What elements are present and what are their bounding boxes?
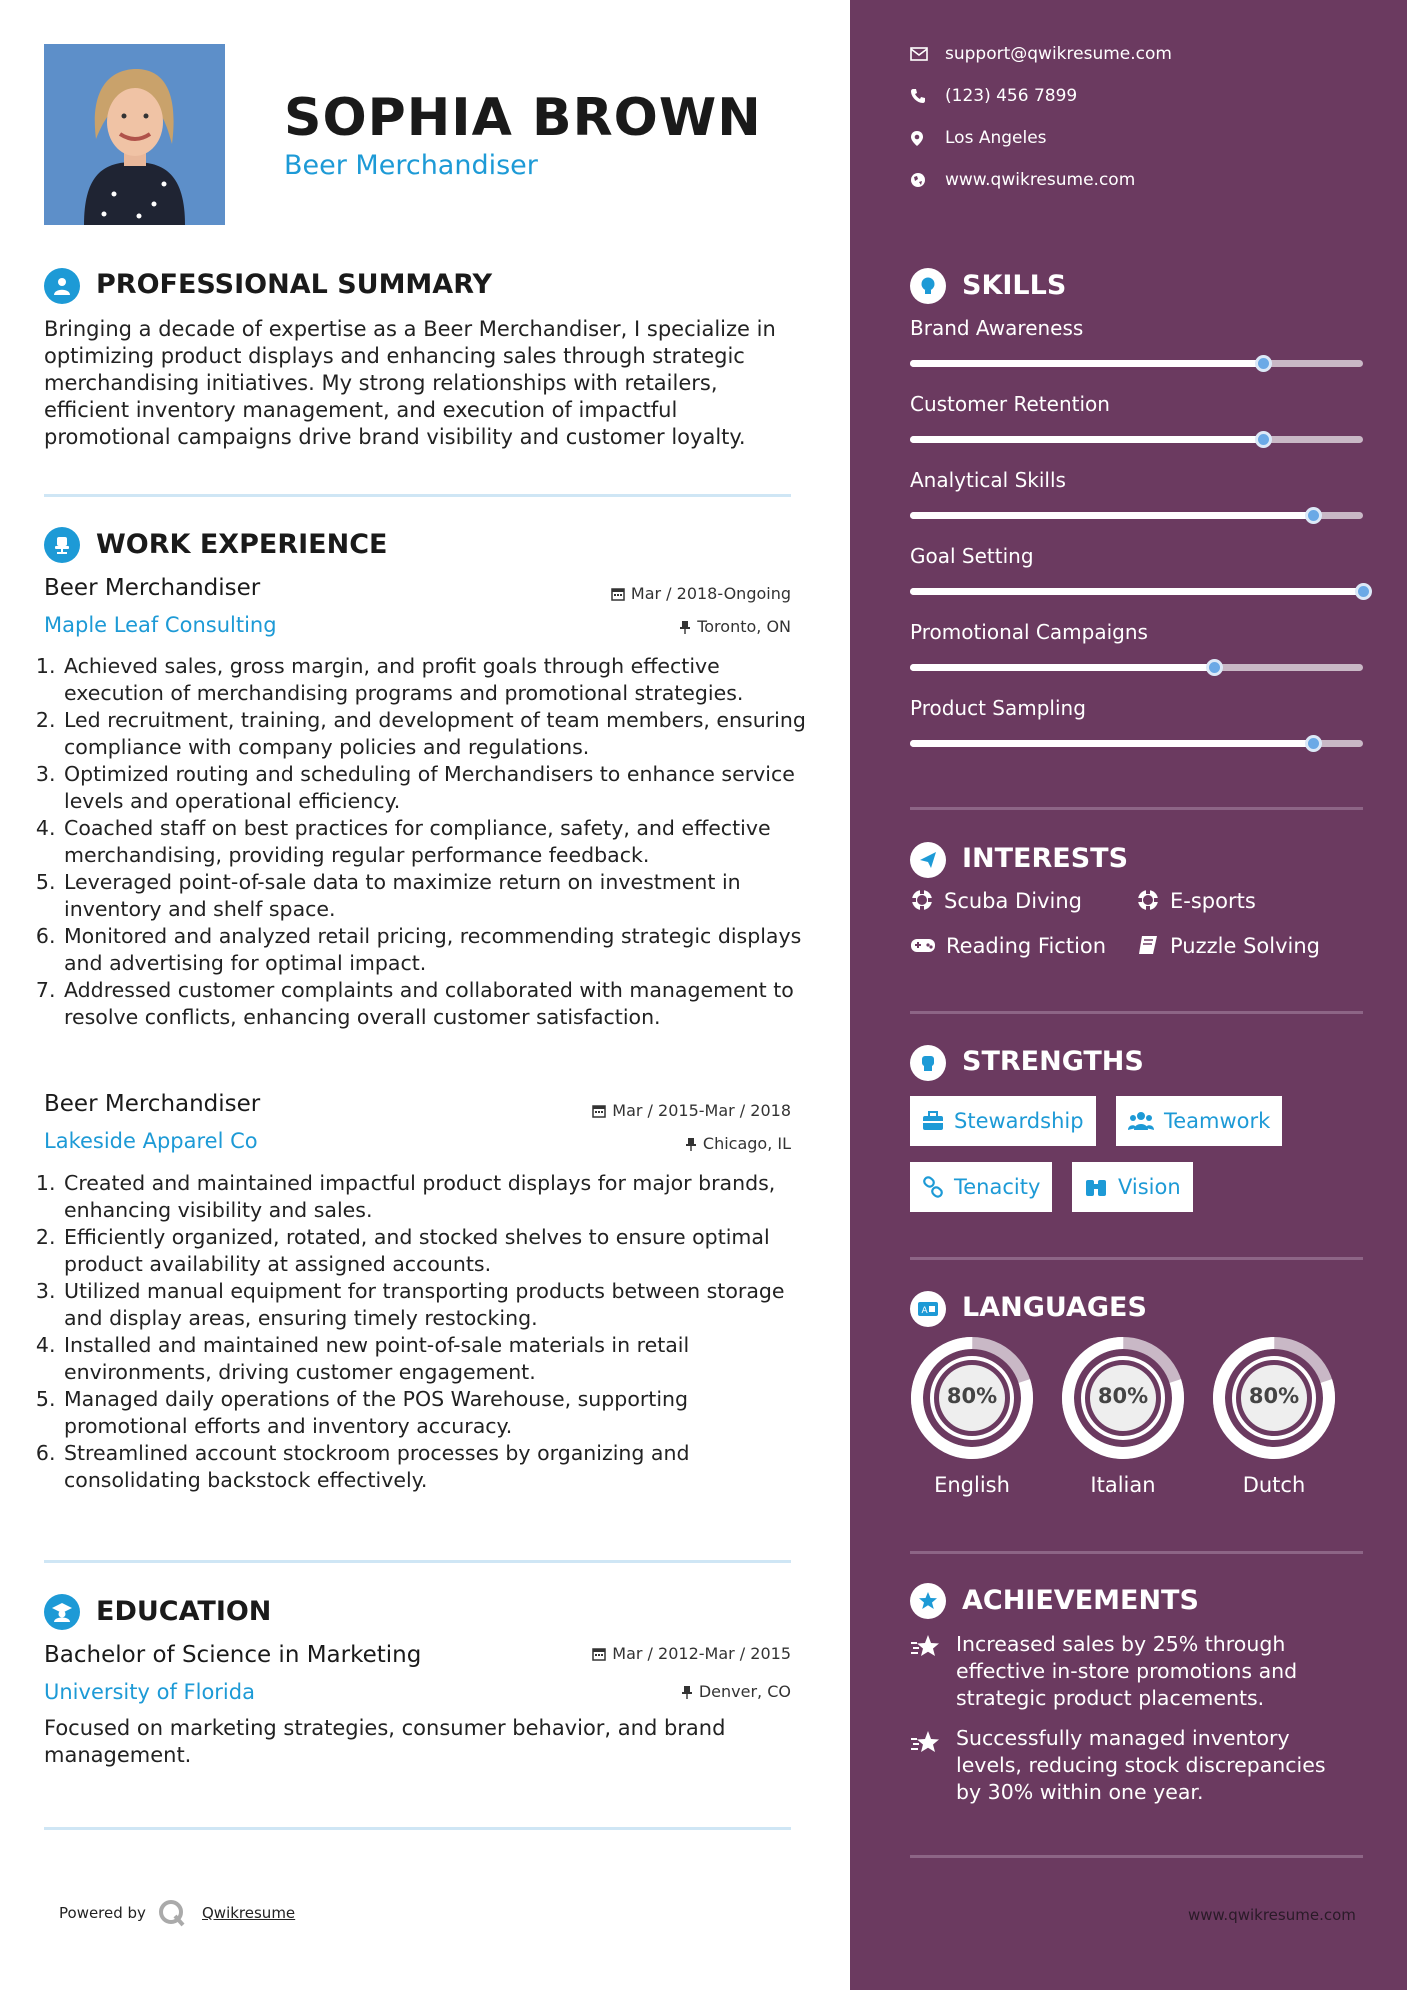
achievement-item: Increased sales by 25% through effective in-store promotions and strategic product placements. bbox=[956, 1632, 1298, 1710]
education-description: Focused on marketing strategies, consumer behavior, and brand management. bbox=[44, 1716, 726, 1767]
experience-title: WORK EXPERIENCE bbox=[96, 529, 388, 560]
skill-name: Customer Retention bbox=[910, 392, 1110, 416]
job-location: Toronto, ON bbox=[679, 617, 791, 636]
language-name: Dutch bbox=[1242, 1473, 1306, 1497]
education-dates: Mar / 2012-Mar / 2015 bbox=[592, 1644, 791, 1663]
section-divider bbox=[44, 1827, 791, 1830]
list-item: 1. Created and maintained impactful product displays for major brands, enhancing visibility and sales. bbox=[62, 1170, 807, 1224]
skill-bar-fill bbox=[910, 512, 1313, 519]
job-title: Beer Merchandiser bbox=[44, 575, 261, 601]
skill-bar-fill bbox=[910, 360, 1263, 367]
language-percent: 80% bbox=[1248, 1384, 1300, 1408]
skill-bar-fill bbox=[910, 740, 1313, 747]
education-title: EDUCATION bbox=[96, 1596, 272, 1627]
candidate-name: SOPHIA BROWN bbox=[284, 88, 762, 148]
gamepad-icon bbox=[910, 933, 936, 957]
job-title: Beer Merchandiser bbox=[44, 1091, 261, 1117]
calendar-icon bbox=[592, 1647, 606, 1661]
interest-item: Scuba Diving bbox=[910, 888, 1082, 913]
contact-website[interactable]: www.qwikresume.com bbox=[910, 170, 1210, 194]
degree-name: Bachelor of Science in Marketing bbox=[44, 1642, 422, 1668]
pin-icon bbox=[681, 1685, 693, 1699]
list-item: 3. Utilized manual equipment for transporting products between storage and display areas, ensuring timely restocking. bbox=[62, 1278, 807, 1332]
lightbulb-icon bbox=[910, 268, 946, 304]
skill-name: Promotional Campaigns bbox=[910, 620, 1148, 644]
section-divider bbox=[910, 807, 1363, 810]
link-icon bbox=[922, 1176, 944, 1198]
list-item: 5. Managed daily operations of the POS Warehouse, supporting promotional efforts and inventory accuracy. bbox=[62, 1386, 807, 1440]
skill-name: Product Sampling bbox=[910, 696, 1086, 720]
language-percent: 80% bbox=[946, 1384, 998, 1408]
company-name: Maple Leaf Consulting bbox=[44, 613, 277, 637]
pin-icon bbox=[685, 1137, 697, 1151]
skill-bar bbox=[910, 360, 1363, 367]
interest-item: E-sports bbox=[1136, 888, 1256, 913]
calendar-icon bbox=[611, 587, 625, 601]
profile-photo bbox=[44, 44, 225, 225]
skill-level-handle bbox=[1355, 583, 1372, 600]
pin-icon bbox=[679, 620, 691, 634]
interest-item: Reading Fiction bbox=[910, 933, 1106, 958]
trophy-star-icon bbox=[910, 1633, 942, 1665]
summary-text: Bringing a decade of expertise as a Beer Merchandiser, I specialize in optimizing product displays and enhancing sales through strategic merchandising initiatives. My strong relationships with retailers, efficient inventory management, and execution of impactful promotional campaigns drive brand visibility and customer loyalty. bbox=[44, 317, 776, 449]
list-item: 7. Addressed customer complaints and collaborated with management to resolve conflicts, enhancing overall customer satisfaction. bbox=[62, 977, 807, 1031]
skill-bar-fill bbox=[910, 436, 1263, 443]
achievements-title: ACHIEVEMENTS bbox=[962, 1585, 1199, 1616]
language-name: English bbox=[934, 1473, 1010, 1497]
lifebuoy-icon bbox=[1136, 888, 1160, 912]
lifebuoy-icon bbox=[910, 888, 934, 912]
chair-icon bbox=[44, 527, 80, 563]
contact-email[interactable]: support@qwikresume.com bbox=[910, 44, 1210, 68]
section-divider bbox=[44, 494, 791, 497]
skill-name: Brand Awareness bbox=[910, 316, 1084, 340]
section-divider bbox=[44, 1560, 791, 1563]
phone-icon bbox=[910, 88, 926, 104]
strength-tag: Stewardship bbox=[910, 1096, 1096, 1146]
qwikresume-logo-icon bbox=[157, 1898, 187, 1932]
languages-title: LANGUAGES bbox=[962, 1292, 1147, 1323]
trophy-star-icon bbox=[910, 1729, 942, 1761]
job-location: Chicago, IL bbox=[685, 1134, 791, 1153]
language-ring bbox=[1212, 1336, 1336, 1460]
school-name: University of Florida bbox=[44, 1680, 255, 1704]
language-ring bbox=[1061, 1336, 1185, 1460]
contact-location: Los Angeles bbox=[910, 128, 1210, 152]
envelope-icon bbox=[910, 46, 928, 62]
avatar bbox=[44, 44, 225, 225]
strengths-title: STRENGTHS bbox=[962, 1046, 1144, 1077]
skill-bar bbox=[910, 664, 1363, 671]
skill-bar bbox=[910, 740, 1363, 747]
skill-bar bbox=[910, 512, 1363, 519]
language-percent: 80% bbox=[1097, 1384, 1149, 1408]
fist-icon bbox=[910, 1045, 946, 1081]
list-item: 4. Coached staff on best practices for compliance, safety, and effective merchandising, providing regular performance feedback. bbox=[62, 815, 807, 869]
skill-bar-fill bbox=[910, 588, 1363, 595]
binoculars-icon bbox=[1084, 1177, 1108, 1197]
job-bullets bbox=[44, 653, 807, 1031]
qwikresume-link[interactable]: Qwikresume bbox=[202, 1904, 296, 1922]
section-divider bbox=[910, 1855, 1363, 1858]
section-divider bbox=[910, 1551, 1363, 1554]
paper-plane-icon bbox=[910, 842, 946, 878]
job-dates: Mar / 2015-Mar / 2018 bbox=[592, 1101, 791, 1120]
achievement-item: Successfully managed inventory levels, reducing stock discrepancies by 30% within one year. bbox=[956, 1726, 1326, 1804]
interests-title: INTERESTS bbox=[962, 843, 1129, 874]
education-location: Denver, CO bbox=[681, 1682, 791, 1701]
list-item: 1. Achieved sales, gross margin, and profit goals through effective execution of merchandising programs and promotional strategies. bbox=[62, 653, 807, 707]
skill-bar bbox=[910, 436, 1363, 443]
skills-title: SKILLS bbox=[962, 270, 1067, 301]
list-item: 3. Optimized routing and scheduling of Merchandisers to enhance service levels and operational efficiency. bbox=[62, 761, 807, 815]
strength-tag: Tenacity bbox=[910, 1162, 1052, 1212]
star-badge-icon bbox=[910, 1583, 946, 1619]
globe-icon bbox=[910, 172, 926, 188]
skill-name: Goal Setting bbox=[910, 544, 1034, 568]
list-item: 4. Installed and maintained new point-of-sale materials in retail environments, driving customer engagement. bbox=[62, 1332, 807, 1386]
skill-level-handle bbox=[1206, 659, 1223, 676]
book-icon bbox=[1136, 933, 1160, 957]
list-item: 6. Streamlined account stockroom processes by organizing and consolidating backstock effectively. bbox=[62, 1440, 807, 1494]
graduate-icon bbox=[44, 1594, 80, 1630]
svg-text:A: A bbox=[921, 1306, 928, 1316]
candidate-role: Beer Merchandiser bbox=[284, 150, 538, 181]
language-ring bbox=[910, 1336, 1034, 1460]
section-divider bbox=[910, 1257, 1363, 1260]
list-item: 5. Leveraged point-of-sale data to maximize return on investment in inventory and shelf space. bbox=[62, 869, 807, 923]
contact-phone[interactable]: (123) 456 7899 bbox=[910, 86, 1210, 110]
footer-website[interactable]: www.qwikresume.com bbox=[1188, 1906, 1356, 1924]
powered-by-label: Powered by bbox=[59, 1904, 146, 1922]
job-dates: Mar / 2018-Ongoing bbox=[611, 584, 791, 603]
interest-item: Puzzle Solving bbox=[1136, 933, 1320, 958]
calendar-icon bbox=[592, 1104, 606, 1118]
strength-tag: Teamwork bbox=[1116, 1096, 1282, 1146]
skill-bar-fill bbox=[910, 664, 1214, 671]
list-item: 2. Led recruitment, training, and development of team members, ensuring compliance with company policies and regulations. bbox=[62, 707, 807, 761]
strength-tag: Vision bbox=[1072, 1162, 1193, 1212]
map-pin-icon bbox=[910, 130, 924, 147]
company-name: Lakeside Apparel Co bbox=[44, 1129, 258, 1153]
user-icon bbox=[44, 268, 80, 304]
users-icon bbox=[1128, 1111, 1154, 1131]
translate-icon bbox=[910, 1291, 946, 1327]
list-item: 2. Efficiently organized, rotated, and stocked shelves to ensure optimal product availability at assigned accounts. bbox=[62, 1224, 807, 1278]
language-name: Italian bbox=[1090, 1473, 1156, 1497]
skill-name: Analytical Skills bbox=[910, 468, 1066, 492]
section-divider bbox=[910, 1011, 1363, 1014]
list-item: 6. Monitored and analyzed retail pricing, recommending strategic displays and advertising for optimal impact. bbox=[62, 923, 807, 977]
job-bullets bbox=[44, 1170, 807, 1494]
summary-title: PROFESSIONAL SUMMARY bbox=[96, 269, 493, 300]
skill-bar bbox=[910, 588, 1363, 595]
briefcase-icon bbox=[922, 1111, 944, 1131]
